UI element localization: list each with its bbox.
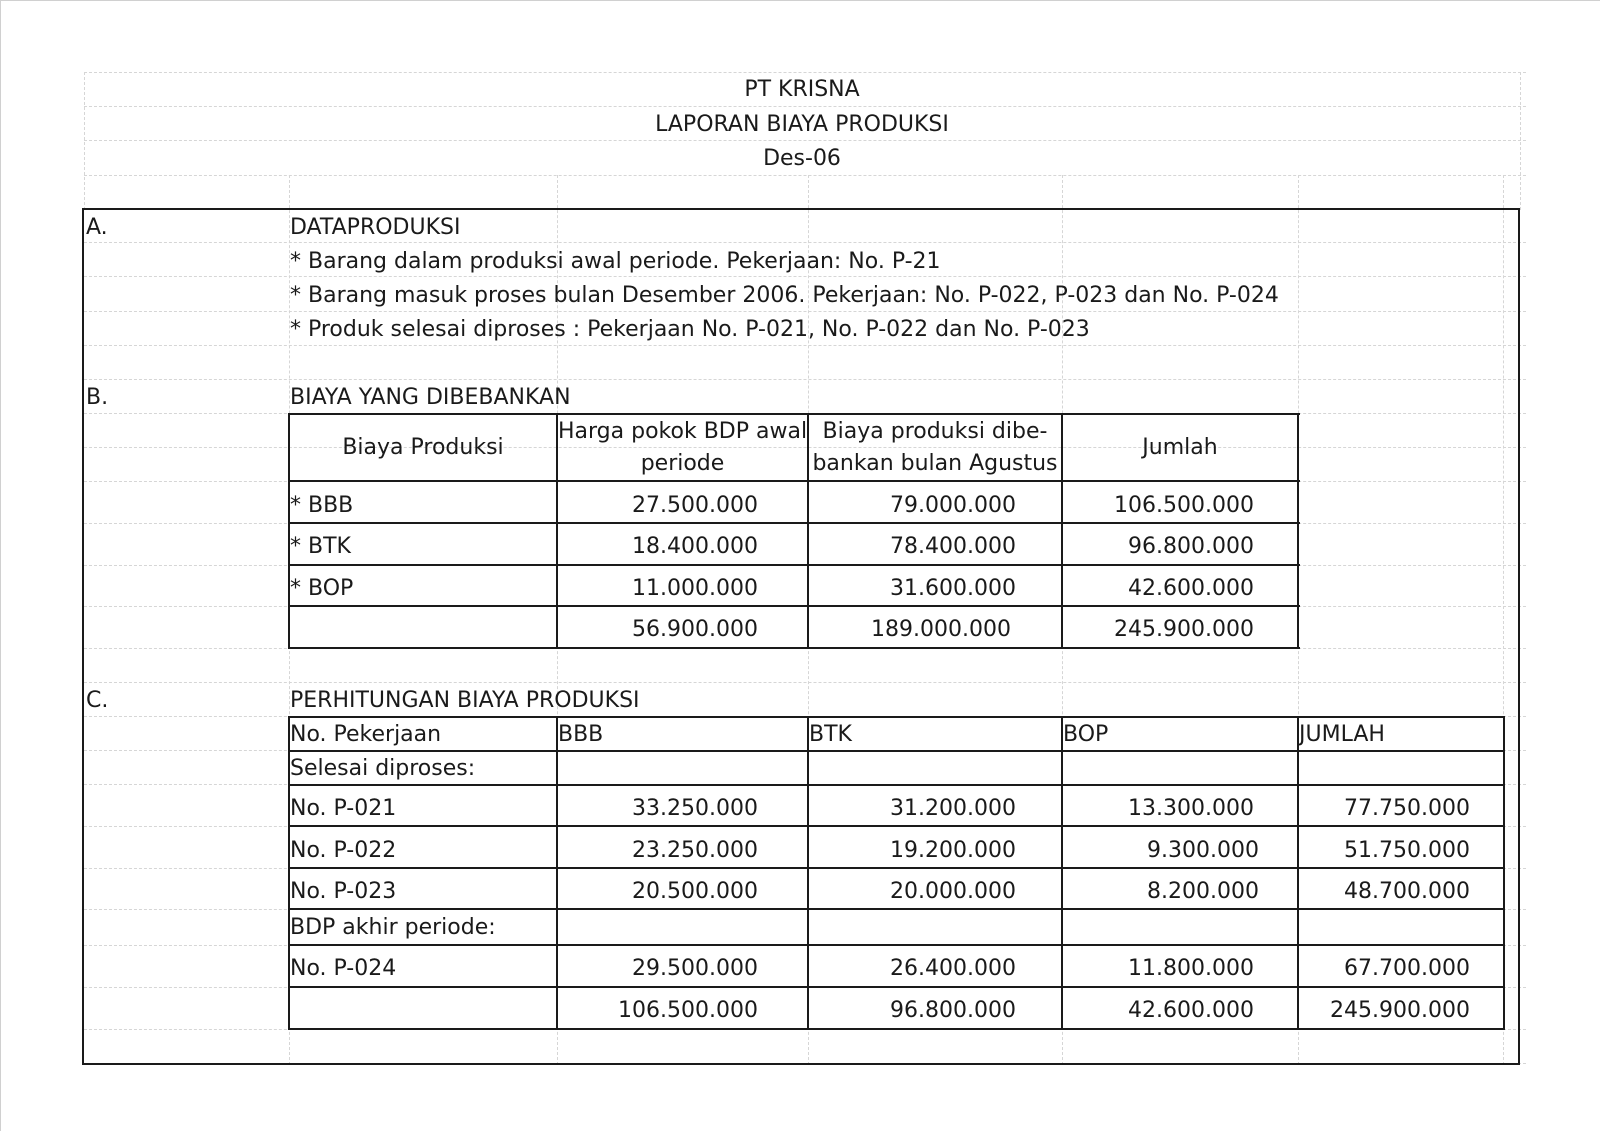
- total-value: 245.900.000: [1330, 998, 1470, 1023]
- column-header: bankan bulan Agustus: [812, 451, 1058, 476]
- table-border: [288, 605, 1300, 607]
- cost-value: 27.500.000: [632, 493, 758, 518]
- table-border: [1297, 413, 1299, 649]
- group-label: Selesai diproses:: [290, 756, 476, 781]
- page-border-left: [0, 0, 1, 1131]
- table-border: [288, 908, 1505, 910]
- table-border: [288, 716, 1505, 718]
- table-border: [288, 522, 1300, 524]
- production-note: * Barang dalam produksi awal periode. Pekerjaan: No. P-21: [290, 249, 941, 274]
- cost-value: 11.800.000: [1128, 956, 1254, 981]
- table-border: [288, 480, 1300, 482]
- gridline: [84, 379, 1526, 380]
- cost-value: 23.250.000: [632, 838, 758, 863]
- cost-value: 48.700.000: [1344, 879, 1470, 904]
- cost-value: 19.200.000: [890, 838, 1016, 863]
- job-number: No. P-023: [290, 879, 397, 904]
- table-border: [288, 944, 1505, 946]
- content-box-right: [1518, 208, 1520, 1065]
- column-header: Biaya produksi dibe-: [822, 419, 1048, 444]
- table-border: [288, 1028, 1505, 1030]
- section-a-letter: A.: [86, 215, 108, 240]
- cost-value: 9.300.000: [1147, 838, 1259, 863]
- column-header: periode: [640, 451, 725, 476]
- cost-value: 67.700.000: [1344, 956, 1470, 981]
- table-border: [288, 750, 1505, 752]
- cost-label: * BOP: [290, 576, 354, 601]
- section-b-title: BIAYA YANG DIBEBANKAN: [290, 385, 571, 410]
- column-header: Harga pokok BDP awal: [558, 419, 808, 444]
- gridline: [84, 175, 1526, 176]
- column-header: Jumlah: [1142, 435, 1218, 460]
- cost-value: 79.000.000: [890, 493, 1016, 518]
- column-header: BBB: [558, 722, 604, 747]
- cost-value: 78.400.000: [890, 534, 1016, 559]
- cost-value: 20.000.000: [890, 879, 1016, 904]
- section-a-title: DATAPRODUKSI: [290, 215, 461, 240]
- table-border: [288, 564, 1300, 566]
- cost-value: 31.600.000: [890, 576, 1016, 601]
- column-header: JUMLAH: [1299, 722, 1385, 747]
- cost-value: 20.500.000: [632, 879, 758, 904]
- company-name: PT KRISNA: [744, 77, 860, 102]
- total-value: 189.000.000: [871, 617, 1011, 642]
- table-border: [288, 986, 1505, 988]
- cost-value: 106.500.000: [1114, 493, 1254, 518]
- cost-value: 51.750.000: [1344, 838, 1470, 863]
- table-border: [288, 867, 1505, 869]
- table-border: [288, 825, 1505, 827]
- total-value: 96.800.000: [890, 998, 1016, 1023]
- cost-value: 26.400.000: [890, 956, 1016, 981]
- cost-value: 13.300.000: [1128, 796, 1254, 821]
- section-b-letter: B.: [86, 385, 109, 410]
- content-box-bottom: [82, 1063, 1520, 1065]
- job-number: No. P-022: [290, 838, 397, 863]
- cost-value: 8.200.000: [1147, 879, 1259, 904]
- gridline: [1520, 72, 1521, 210]
- table-border: [1503, 716, 1505, 1030]
- cost-value: 29.500.000: [632, 956, 758, 981]
- gridline: [84, 140, 1526, 141]
- total-value: 42.600.000: [1128, 998, 1254, 1023]
- column-header: BTK: [809, 722, 852, 747]
- group-label: BDP akhir periode:: [290, 915, 496, 940]
- table-border: [288, 647, 1300, 649]
- cost-value: 33.250.000: [632, 796, 758, 821]
- column-header: Biaya Produksi: [342, 435, 504, 460]
- section-c-title: PERHITUNGAN BIAYA PRODUKSI: [290, 688, 640, 713]
- cost-value: 31.200.000: [890, 796, 1016, 821]
- column-header: No. Pekerjaan: [290, 722, 442, 747]
- cost-value: 77.750.000: [1344, 796, 1470, 821]
- page-border-top: [0, 0, 1600, 1]
- section-c-letter: C.: [86, 688, 109, 713]
- gridline: [84, 106, 1526, 107]
- job-number: No. P-021: [290, 796, 397, 821]
- cost-label: * BBB: [290, 493, 354, 518]
- gridline: [84, 682, 1526, 683]
- cost-label: * BTK: [290, 534, 351, 559]
- production-note: * Produk selesai diproses : Pekerjaan No. P-021, No. P-022 dan No. P-023: [290, 317, 1090, 342]
- total-value: 245.900.000: [1114, 617, 1254, 642]
- total-value: 56.900.000: [632, 617, 758, 642]
- report-title: LAPORAN BIAYA PRODUKSI: [655, 112, 949, 137]
- cost-value: 96.800.000: [1128, 534, 1254, 559]
- content-box-left: [82, 208, 84, 1065]
- cost-value: 18.400.000: [632, 534, 758, 559]
- table-border: [288, 784, 1505, 786]
- gridline: [84, 72, 1526, 73]
- gridline: [84, 311, 1526, 312]
- gridline: [84, 345, 1526, 346]
- content-box-top: [82, 208, 1520, 210]
- report-period: Des-06: [763, 146, 841, 171]
- cost-value: 42.600.000: [1128, 576, 1254, 601]
- job-number: No. P-024: [290, 956, 397, 981]
- column-header: BOP: [1063, 722, 1109, 747]
- total-value: 106.500.000: [618, 998, 758, 1023]
- cost-value: 11.000.000: [632, 576, 758, 601]
- production-note: * Barang masuk proses bulan Desember 2006. Pekerjaan: No. P-022, P-023 dan No. P-024: [290, 283, 1279, 308]
- table-border: [288, 413, 1300, 415]
